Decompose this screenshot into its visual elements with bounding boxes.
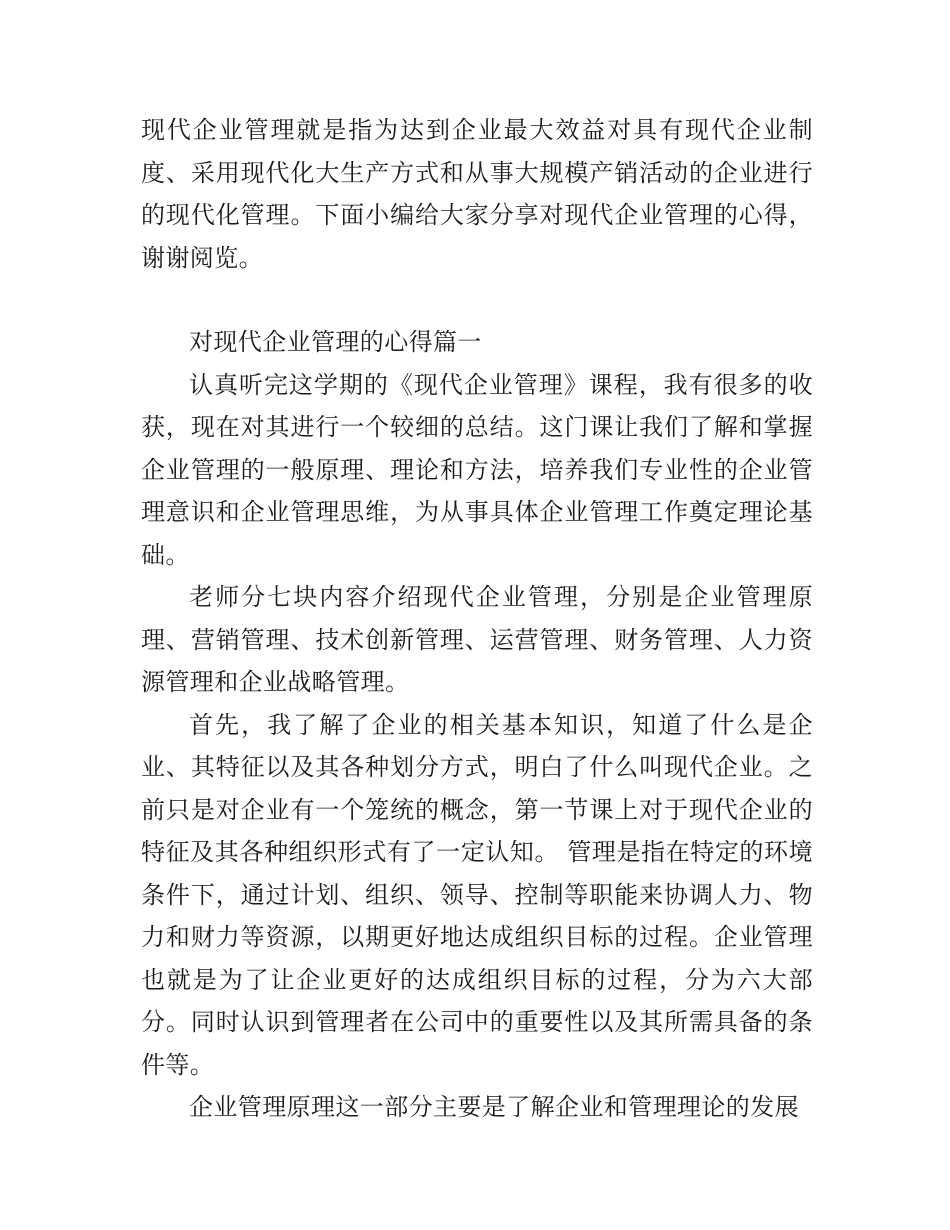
intro-paragraph: 现代企业管理就是指为达到企业最大效益对具有现代企业制度、采用现代化大生产方式和从事大规模产销活动的企业进行的现代化管理。下面小编给大家分享对现代企业管理的心得，谢谢阅览。 <box>141 116 813 272</box>
section-title: 对现代企业管理的心得篇一 <box>189 328 482 356</box>
body-paragraph: 首先，我了解了企业的相关基本知识，知道了什么是企业、其特征以及其各种划分方式，明白了什么叫现代企业。之前只是对企业有一个笼统的概念，第一节课上对于现代企业的特征及其各种组织形式有了一定认知。 管理是指在特定的环境条件下，通过计划、组织、领导、控制等职能来协调人力、物力和财力等资源，以期更好地达成组织目标的过程。企业管理也就是为了让企业更好的达成组织目标的过程，分为六大部分。同时认识到管理者在公司中的重要性以及其所需具备的条件等。 <box>141 710 813 1079</box>
body-paragraph: 企业管理原理这一部分主要是了解企业和管理理论的发展 <box>189 1093 799 1121</box>
body-paragraph: 老师分七块内容介绍现代企业管理，分别是企业管理原理、营销管理、技术创新管理、运营管理、财务管理、人力资源管理和企业战略管理。 <box>141 583 813 696</box>
document-page <box>141 109 813 1129</box>
body-paragraph: 认真听完这学期的《现代企业管理》课程，我有很多的收获，现在对其进行一个较细的总结。这门课让我们了解和掌握企业管理的一般原理、理论和方法，培养我们专业性的企业管理意识和企业管理思维，为从事具体企业管理工作奠定理论基础。 <box>141 370 813 569</box>
